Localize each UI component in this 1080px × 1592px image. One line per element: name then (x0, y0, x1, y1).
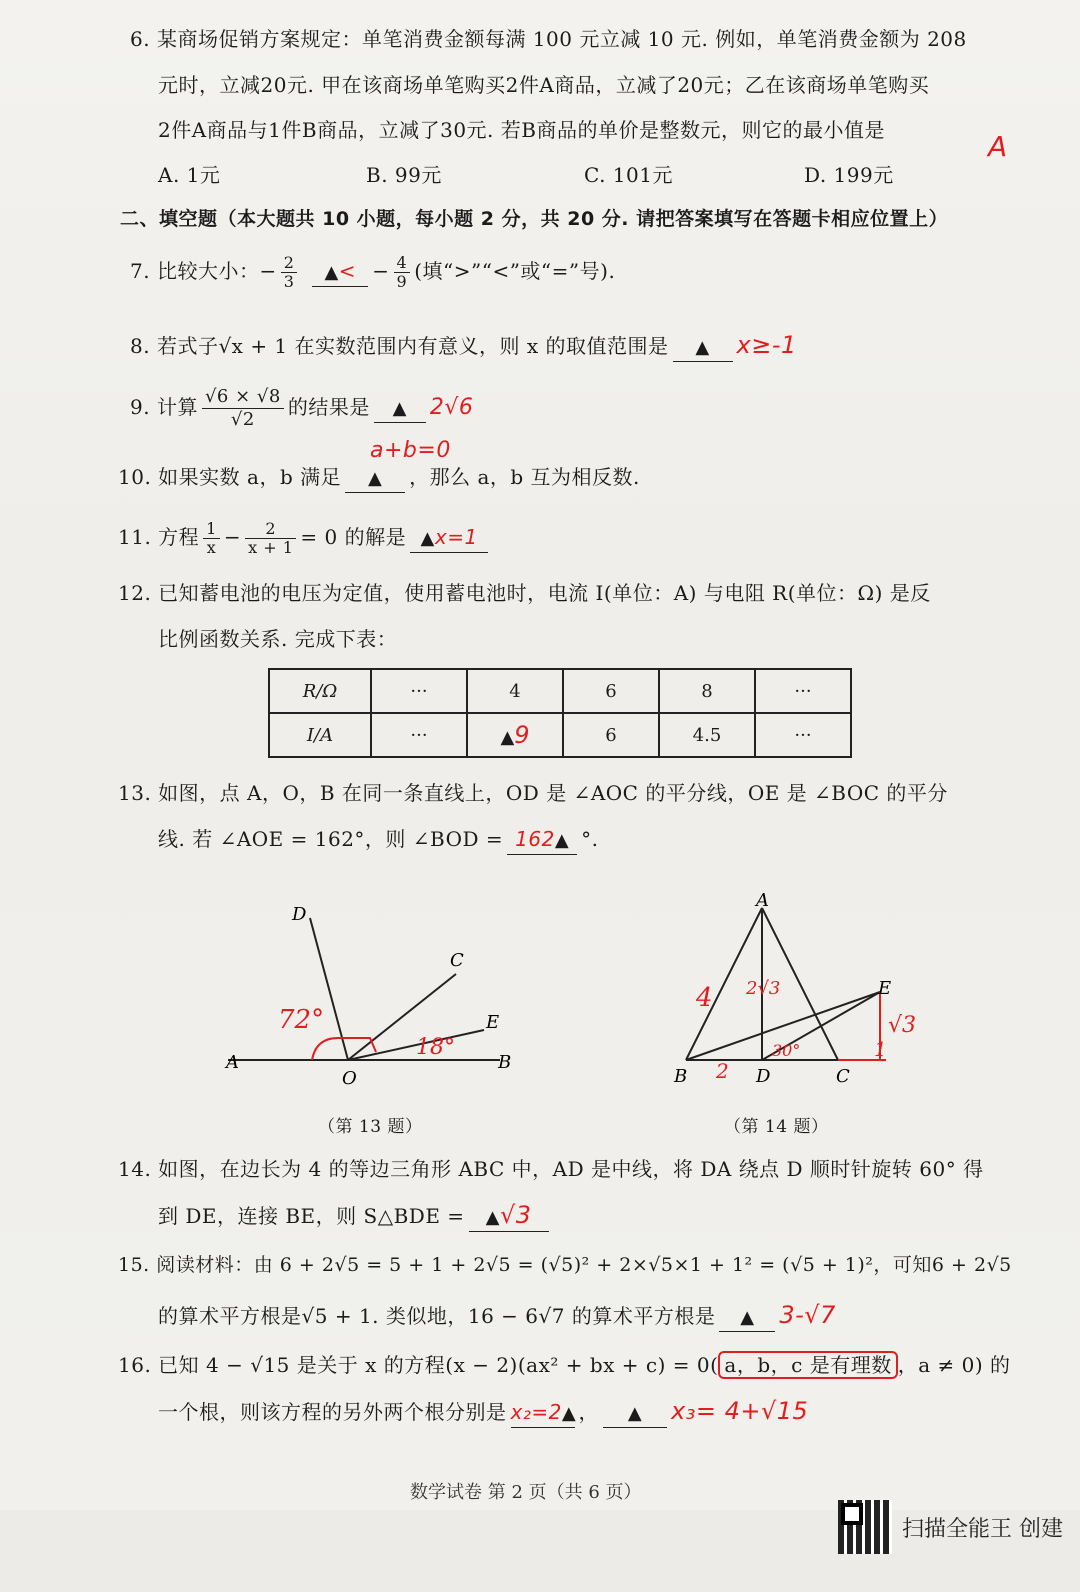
q11-handwritten-answer: x=1 (434, 525, 478, 549)
label-e: E (486, 1012, 500, 1033)
q10-answer-blank (345, 464, 405, 493)
table-cell: ··· (371, 713, 467, 757)
q7-fraction-2 (394, 254, 411, 291)
q9-denominator: √2 (230, 409, 255, 430)
table-cell: ··· (371, 669, 467, 713)
q7-f2-numerator: 4 (394, 254, 411, 273)
q11: 11. 方程 $\frac{1}{x}$ − $\frac{2}{x + 1}$ = 0 的解是 ▲x=1 (118, 520, 492, 557)
q11-f2-numerator: 2 (245, 520, 296, 539)
page-footer: 数学试卷 第 2 页（共 6 页） (410, 1482, 642, 1503)
q9-suffix: 的结果是 (287, 395, 370, 419)
q14-handwritten-answer: √3 (499, 1201, 532, 1229)
q8-handwritten-answer: x≥-1 (736, 331, 797, 359)
figure-13 (220, 900, 520, 1090)
table-cell: 4 (467, 669, 563, 713)
q6-option-c: C. 101元 (584, 163, 673, 187)
table-cell: 4.5 (659, 713, 755, 757)
q12-handwritten-answer: 9 (514, 721, 530, 749)
q11-fraction-1 (203, 520, 220, 557)
q14-blank-marker: ▲ (485, 1207, 500, 1228)
q10-handwritten-answer: a+b=0 (370, 438, 451, 463)
table-cell: 6 (563, 713, 659, 757)
q7-f1-denominator: 3 (283, 272, 295, 291)
q10 (118, 464, 640, 493)
label-b: B (674, 1066, 688, 1087)
q9-blank-marker: ▲ (392, 398, 407, 419)
qr-code (838, 1500, 892, 1554)
note-2: 2 (716, 1059, 729, 1083)
q9-fraction (202, 386, 284, 431)
q16-answer-blank-2 (603, 1399, 667, 1428)
q7-handwritten-answer: < (338, 259, 357, 283)
q7-f2-denominator: 9 (396, 272, 408, 291)
q7-prefix: 7. 比较大小： (130, 259, 260, 283)
q12-line2: 比例函数关系. 完成下表： (158, 627, 398, 651)
q12-blank-marker: ▲ (500, 727, 515, 748)
table-cell-answer (467, 713, 563, 757)
q12-line1: 12. 已知蓄电池的电压为定值，使用蓄电池时，电流 I(单位：A) 与电阻 R(单位：Ω) 是反 (118, 581, 931, 605)
section-heading: 二、填空题（本大题共 10 小题，每小题 2 分，共 20 分. 请把答案填写在答题卡相应位置上） (120, 208, 949, 230)
q9-prefix: 9. 计算 (130, 395, 198, 419)
q14-line2-text: 到 DE，连接 BE，则 S△BDE = (158, 1204, 465, 1228)
q16-line2: 一个根，则该方程的另外两个根分别是 x₂=2▲ ， ▲ x₃= 4+√15 (158, 1398, 808, 1428)
q16-handwritten-answer-1: x₂=2 (510, 1400, 562, 1424)
q14-answer-blank (469, 1202, 549, 1232)
table-row (269, 713, 851, 757)
table-cell: 8 (659, 669, 755, 713)
q11-answer-blank (410, 524, 488, 553)
note-30deg: 30° (772, 1041, 801, 1060)
q13-answer-blank (507, 826, 577, 855)
note-side-4: 4 (696, 983, 713, 1013)
q11-fraction-2 (245, 520, 296, 557)
q16-line1-text: 16. 已知 4 − √15 是关于 x 的方程(x − 2)(ax² + bx + c) = 0( (118, 1353, 719, 1377)
q15-line2-text: 的算术平方根是√5 + 1. 类似地，16 − 6√7 的算术平方根是 (158, 1304, 716, 1328)
q11-f1-numerator: 1 (203, 520, 220, 539)
label-c: C (450, 950, 464, 971)
figure-13-caption: （第 13 题） (318, 1117, 423, 1137)
q7-fraction-1 (281, 254, 298, 291)
label-e: E (878, 978, 892, 999)
q6-line2: 元时，立减20元. 甲在该商场单笔购买2件A商品，立减了20元；乙在该商场单笔购买 (158, 73, 930, 97)
q9-answer-blank (374, 394, 426, 423)
q7: 7. 比较大小：− $\frac{2}{3}$ ▲< − $\frac{4}{9}$ (填“>”“<”或“=”号). (130, 253, 616, 291)
q14-line1: 14. 如图，在边长为 4 的等边三角形 ABC 中，AD 是中线，将 DA 绕点 D 顺时针旋转 60° 得 (118, 1157, 984, 1181)
q6-option-a: A. 1元 (158, 163, 221, 187)
table-cell: R/Ω (269, 669, 371, 713)
q15-line2 (158, 1302, 836, 1332)
q8-answer-blank (673, 333, 733, 362)
label-b: B (498, 1052, 512, 1073)
q6-line3: 2件A商品与1件B商品，立减了30元. 若B商品的单价是整数元，则它的最小值是 (158, 118, 885, 142)
table-row (269, 669, 851, 713)
q13-line2-text: 线. 若 ∠AOE = 162°，则 ∠BOD = (158, 827, 504, 851)
q12-table (268, 668, 852, 758)
q16-answer-blank-1 (511, 1399, 575, 1428)
q15-handwritten-answer: 3-√7 (779, 1301, 836, 1329)
note-2root3: 2√3 (746, 978, 781, 999)
label-a: A (226, 1052, 239, 1073)
q6-line1: 6. 某商场促销方案规定：单笔消费金额每满 100 元立减 10 元. 例如，单笔消费金额为 208 (130, 27, 967, 51)
q15-line1: 15. 阅读材料：由 6 + 2√5 = 5 + 1 + 2√5 = (√5)² + 2×√5×1 + 1² = (√5 + 1)²，可知6 + 2√5 (118, 1254, 1012, 1276)
note-1: 1 (874, 1037, 887, 1061)
q16-line2-text: 一个根，则该方程的另外两个根分别是 (158, 1400, 507, 1424)
label-a: A (756, 890, 769, 911)
q10-blank-marker: ▲ (367, 468, 383, 489)
q7-suffix: (填“>”“<”或“=”号). (414, 259, 616, 283)
q14-line2 (158, 1202, 553, 1232)
note-72deg: 72° (278, 1005, 325, 1035)
table-cell: ··· (755, 713, 851, 757)
q15-answer-blank (719, 1303, 775, 1332)
figure-14-caption: （第 14 题） (724, 1117, 829, 1137)
q13-line2 (158, 826, 599, 855)
q16-handwritten-answer-2: x₃= 4+√15 (671, 1397, 809, 1425)
q13-suffix: °. (581, 827, 599, 851)
label-o: O (342, 1068, 357, 1089)
q11-middle: = 0 的解是 (300, 525, 407, 549)
q11-prefix: 11. 方程 (118, 525, 200, 549)
q7-f1-numerator: 2 (281, 254, 298, 273)
table-cell: 6 (563, 669, 659, 713)
q6-option-d: D. 199元 (804, 163, 894, 187)
q6-handwritten-answer: A (988, 130, 1008, 163)
q13-blank-marker: ▲ (554, 830, 570, 851)
q13-line1: 13. 如图，点 A，O，B 在同一条直线上，OD 是 ∠AOC 的平分线，OE 是 ∠BOC 的平分 (118, 781, 948, 805)
scanner-watermark: 扫描全能王 创建 (902, 1517, 1063, 1542)
q7-blank-marker: ▲ (324, 262, 339, 283)
q10-suffix: ，那么 a，b 互为相反数. (409, 465, 640, 489)
label-d: D (292, 904, 307, 925)
q16-line1 (118, 1352, 1010, 1378)
q9-handwritten-answer: 2√6 (429, 395, 474, 420)
q11-f2-denominator: x + 1 (248, 538, 294, 557)
q8 (130, 332, 797, 362)
q11-f1-denominator: x (206, 538, 217, 557)
table-cell: ··· (755, 669, 851, 713)
q8-text: 8. 若式子√x + 1 在实数范围内有意义，则 x 的取值范围是 (130, 334, 669, 358)
note-root3: √3 (888, 1013, 917, 1038)
q11-blank-marker: ▲ (420, 528, 435, 549)
label-d: D (756, 1066, 771, 1087)
q7-answer-blank (312, 258, 368, 287)
q10-prefix: 10. 如果实数 a，b 满足 (118, 465, 342, 489)
q6-option-b: B. 99元 (366, 163, 442, 187)
q9 (130, 386, 473, 431)
q16-circled-condition: a，b，c 是有理数 (718, 1351, 897, 1379)
q16-blank-marker-1: ▲ (561, 1403, 577, 1424)
q9-numerator: √6 × √8 (202, 386, 284, 409)
figure-14 (660, 890, 930, 1090)
q8-blank-marker: ▲ (695, 337, 710, 358)
q16-line1-suffix: ，a ≠ 0) 的 (897, 1353, 1011, 1377)
label-c: C (836, 1066, 850, 1087)
q16-blank-marker-2: ▲ (627, 1403, 643, 1424)
note-18deg: 18° (416, 1035, 455, 1060)
table-cell: I/A (269, 713, 371, 757)
q13-handwritten-answer: 162 (515, 827, 555, 851)
q15-blank-marker: ▲ (740, 1307, 755, 1328)
